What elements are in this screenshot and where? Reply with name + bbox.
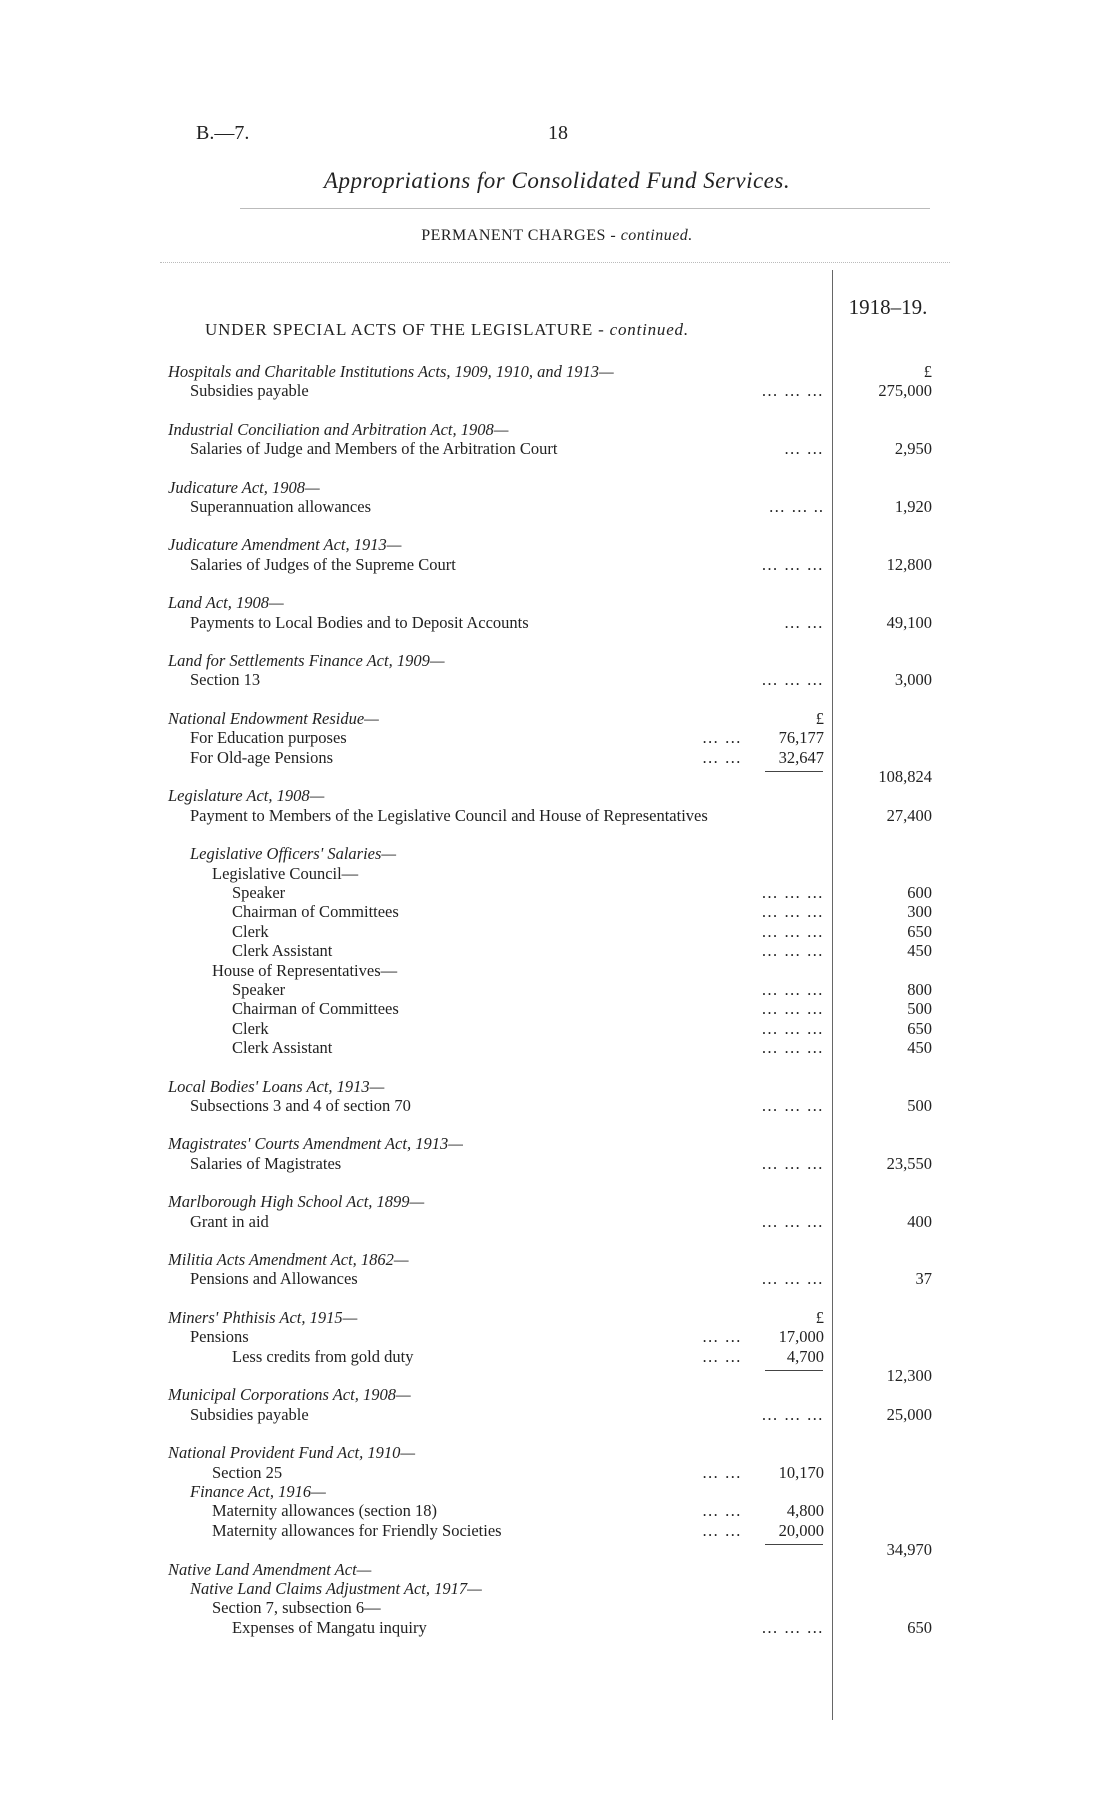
line-text: Section 25 [212,1462,283,1482]
line-text: Payment to Members of the Legislative Council and House of Representatives [190,805,708,825]
line-text: Maternity allowances (section 18) [212,1501,437,1521]
leader-dots: … … … [761,1211,824,1231]
line-text: For Education purposes [190,728,347,748]
line-item [0,420,1114,440]
line-item [0,670,1114,690]
subtotal-value: 76,177 [778,728,824,748]
line-item [0,439,1114,459]
title-divider [240,208,930,209]
amount-value: 25,000 [886,1404,932,1424]
leader-dots: … … … [761,554,824,574]
amount-value: 450 [907,1038,932,1058]
line-text: Subsidies payable [190,1404,309,1424]
subtotal-value: 10,170 [778,1462,824,1482]
section-heading [205,320,689,340]
line-item [0,728,1114,748]
line-text: Native Land Claims Adjustment Act, 1917— [190,1579,482,1598]
amount-value: 800 [907,980,932,999]
line-item [0,767,1114,787]
line-item [0,1501,1114,1521]
amount-value: 27,400 [886,805,932,825]
line-text: Land Act, 1908— [168,593,284,613]
line-item [0,1269,1114,1289]
amount-value: 650 [907,1617,932,1637]
leader-dots: … … … [761,921,824,941]
leader-dots: … … [783,612,824,632]
line-text: Grant in aid [190,1211,269,1231]
amount-value: 12,300 [886,1366,932,1385]
line-text: Land for Settlements Finance Act, 1909— [168,651,445,670]
line-item [0,1579,1114,1599]
section-main: UNDER SPECIAL ACTS OF THE LEGISLATURE [205,320,594,339]
line-text: Finance Act, 1916— [190,1482,326,1501]
line-text: Pensions and Allowances [190,1269,358,1289]
leader-dots: … … … [761,1096,824,1115]
subtotal-value: £ [815,1307,824,1327]
line-item [0,980,1114,1000]
line-item [0,1347,1114,1367]
leader-dots: … … [701,1501,742,1521]
line-item [0,1077,1114,1097]
amount-value: 1,920 [894,497,932,516]
amount-value: 34,970 [886,1540,932,1560]
line-item [0,844,1114,864]
year-heading: 1918–19. [848,295,928,319]
line-item [0,902,1114,922]
line-item [0,478,1114,498]
line-text: Payments to Local Bodies and to Deposit Accounts [190,612,529,632]
line-text: Legislature Act, 1908— [168,786,325,806]
line-text: Superannuation allowances [190,497,371,516]
amount-value: 650 [907,1018,932,1038]
amount-value: 3,000 [894,670,932,690]
line-text: Legislative Officers' Salaries— [190,844,397,864]
line-text: Municipal Corporations Act, 1908— [168,1385,411,1405]
amount-value: 400 [907,1211,932,1231]
line-item [0,941,1114,961]
line-item [0,786,1114,806]
line-text: Expenses of Mangatu inquiry [232,1617,427,1637]
line-text: Subsidies payable [190,381,309,401]
amount-value: 600 [907,883,932,902]
leader-dots: … … … [761,1269,824,1289]
amount-value: 12,800 [886,554,932,574]
leader-dots: … … … [761,883,824,902]
leader-dots: … … [701,1462,742,1482]
leader-dots: … … [701,747,742,767]
line-item [0,1405,1114,1425]
line-item [0,1521,1114,1541]
leader-dots: … … … [761,381,824,401]
leader-dots: … … … [761,1617,824,1637]
amount-value: 450 [907,941,932,961]
subtotal-value: 17,000 [778,1327,824,1347]
line-item [0,593,1114,613]
line-text: Hospitals and Charitable Institutions Acts, 1909, 1910, and 1913— [168,362,614,381]
line-item [0,922,1114,942]
subtotal-value: £ [815,708,824,728]
line-item [0,883,1114,903]
page-reference: B.—7. [196,122,250,144]
leader-dots: … … … [761,902,824,922]
line-text: Salaries of Magistrates [190,1153,342,1173]
amount-value: 2,950 [894,439,932,459]
line-item [0,1019,1114,1039]
amount-value: 23,550 [886,1153,932,1173]
line-text: Speaker [232,883,286,902]
line-item [0,961,1114,981]
subtitle-divider [160,262,950,263]
subtotal-value: 32,647 [778,747,824,767]
leader-dots: … … … [761,670,824,690]
line-text: Judicature Act, 1908— [168,477,320,497]
line-text: Maternity allowances for Friendly Societies [212,1520,502,1540]
line-item [0,1482,1114,1502]
line-item [0,1212,1114,1232]
line-text: Industrial Conciliation and Arbitration Act, 1908— [168,419,509,439]
line-text: Clerk Assistant [232,941,333,961]
line-item [0,1463,1114,1483]
leader-dots: … … [701,1327,742,1347]
line-item [0,555,1114,575]
leader-dots: … … [783,439,824,459]
line-item [0,748,1114,768]
leader-dots: … … [701,1346,742,1366]
line-item [0,1598,1114,1618]
amount-value: 300 [907,902,932,922]
line-item [0,1618,1114,1638]
leader-dots: … … … [761,1018,824,1038]
amount-value: 650 [907,921,932,941]
line-item [0,651,1114,671]
line-text: Subsections 3 and 4 of section 70 [190,1096,411,1115]
line-text: Chairman of Committees [232,999,399,1019]
section-continued: - continued. [598,320,689,339]
line-item [0,535,1114,555]
amount-value: 37 [915,1269,932,1289]
leader-dots: … … … [761,980,824,999]
line-text: Clerk [232,1018,269,1038]
line-item [0,1540,1114,1560]
line-item [0,864,1114,884]
line-text: Marlborough High School Act, 1899— [168,1192,425,1212]
subtotal-value: 20,000 [778,1520,824,1540]
line-text: Chairman of Committees [232,902,399,922]
line-item [0,1308,1114,1328]
line-item [0,1250,1114,1270]
line-text: Native Land Amendment Act— [168,1559,372,1579]
line-text: Judicature Amendment Act, 1913— [168,535,402,555]
leader-dots: … … [701,1520,742,1540]
line-text: Militia Acts Amendment Act, 1862— [168,1250,409,1269]
leader-dots: … … … [761,941,824,961]
line-item [0,999,1114,1019]
line-text: Clerk Assistant [232,1038,333,1058]
line-item [0,806,1114,826]
line-item [0,613,1114,633]
subtotal-value: 4,700 [786,1346,824,1366]
line-text: For Old-age Pensions [190,747,333,767]
subtotal-value: 4,800 [786,1501,824,1521]
line-item [0,381,1114,401]
line-text: National Endowment Residue— [168,708,379,728]
amount-value: 500 [907,999,932,1019]
line-text: Less credits from gold duty [232,1346,414,1366]
leader-dots: … … [701,728,742,748]
line-text: Salaries of Judge and Members of the Arbitration Court [190,439,558,459]
line-text: House of Representatives— [212,960,398,980]
leader-dots: … … … [761,1153,824,1173]
amount-value: 49,100 [886,612,932,632]
leader-dots: … … … [761,1404,824,1424]
amount-value: 500 [907,1096,932,1115]
page-subtitle [0,227,1114,245]
line-item [0,1038,1114,1058]
line-item [0,1096,1114,1116]
subtitle-continued: - continued. [610,227,693,244]
line-text: National Provident Fund Act, 1910— [168,1443,416,1463]
line-item [0,709,1114,729]
line-text: Miners' Phthisis Act, 1915— [168,1307,358,1327]
line-item [0,1327,1114,1347]
line-text: Section 7, subsection 6— [212,1598,381,1618]
line-item [0,1443,1114,1463]
line-text: Pensions [190,1327,249,1347]
line-text: Legislative Council— [212,863,359,883]
leader-dots: … … .. [768,497,824,516]
line-text: Clerk [232,921,269,941]
line-item [0,1385,1114,1405]
amount-value: 108,824 [878,767,932,786]
line-text: Magistrates' Courts Amendment Act, 1913— [168,1134,463,1154]
amount-value: £ [923,362,932,381]
line-item [0,1366,1114,1386]
subtitle-main: PERMANENT CHARGES [421,227,606,244]
line-item [0,1134,1114,1154]
page-title: Appropriations for Consolidated Fund Services. [323,168,791,193]
line-item [0,1154,1114,1174]
line-text: Section 13 [190,670,261,690]
line-text: Local Bodies' Loans Act, 1913— [168,1076,385,1096]
line-text: Salaries of Judges of the Supreme Court [190,554,456,574]
page-number: 18 [548,122,568,144]
line-item [0,1560,1114,1580]
leader-dots: … … … [761,1038,824,1058]
line-item [0,1192,1114,1212]
line-item [0,362,1114,382]
line-text: Speaker [232,980,286,999]
line-item [0,497,1114,517]
amount-value: 275,000 [878,381,932,401]
leader-dots: … … … [761,999,824,1019]
